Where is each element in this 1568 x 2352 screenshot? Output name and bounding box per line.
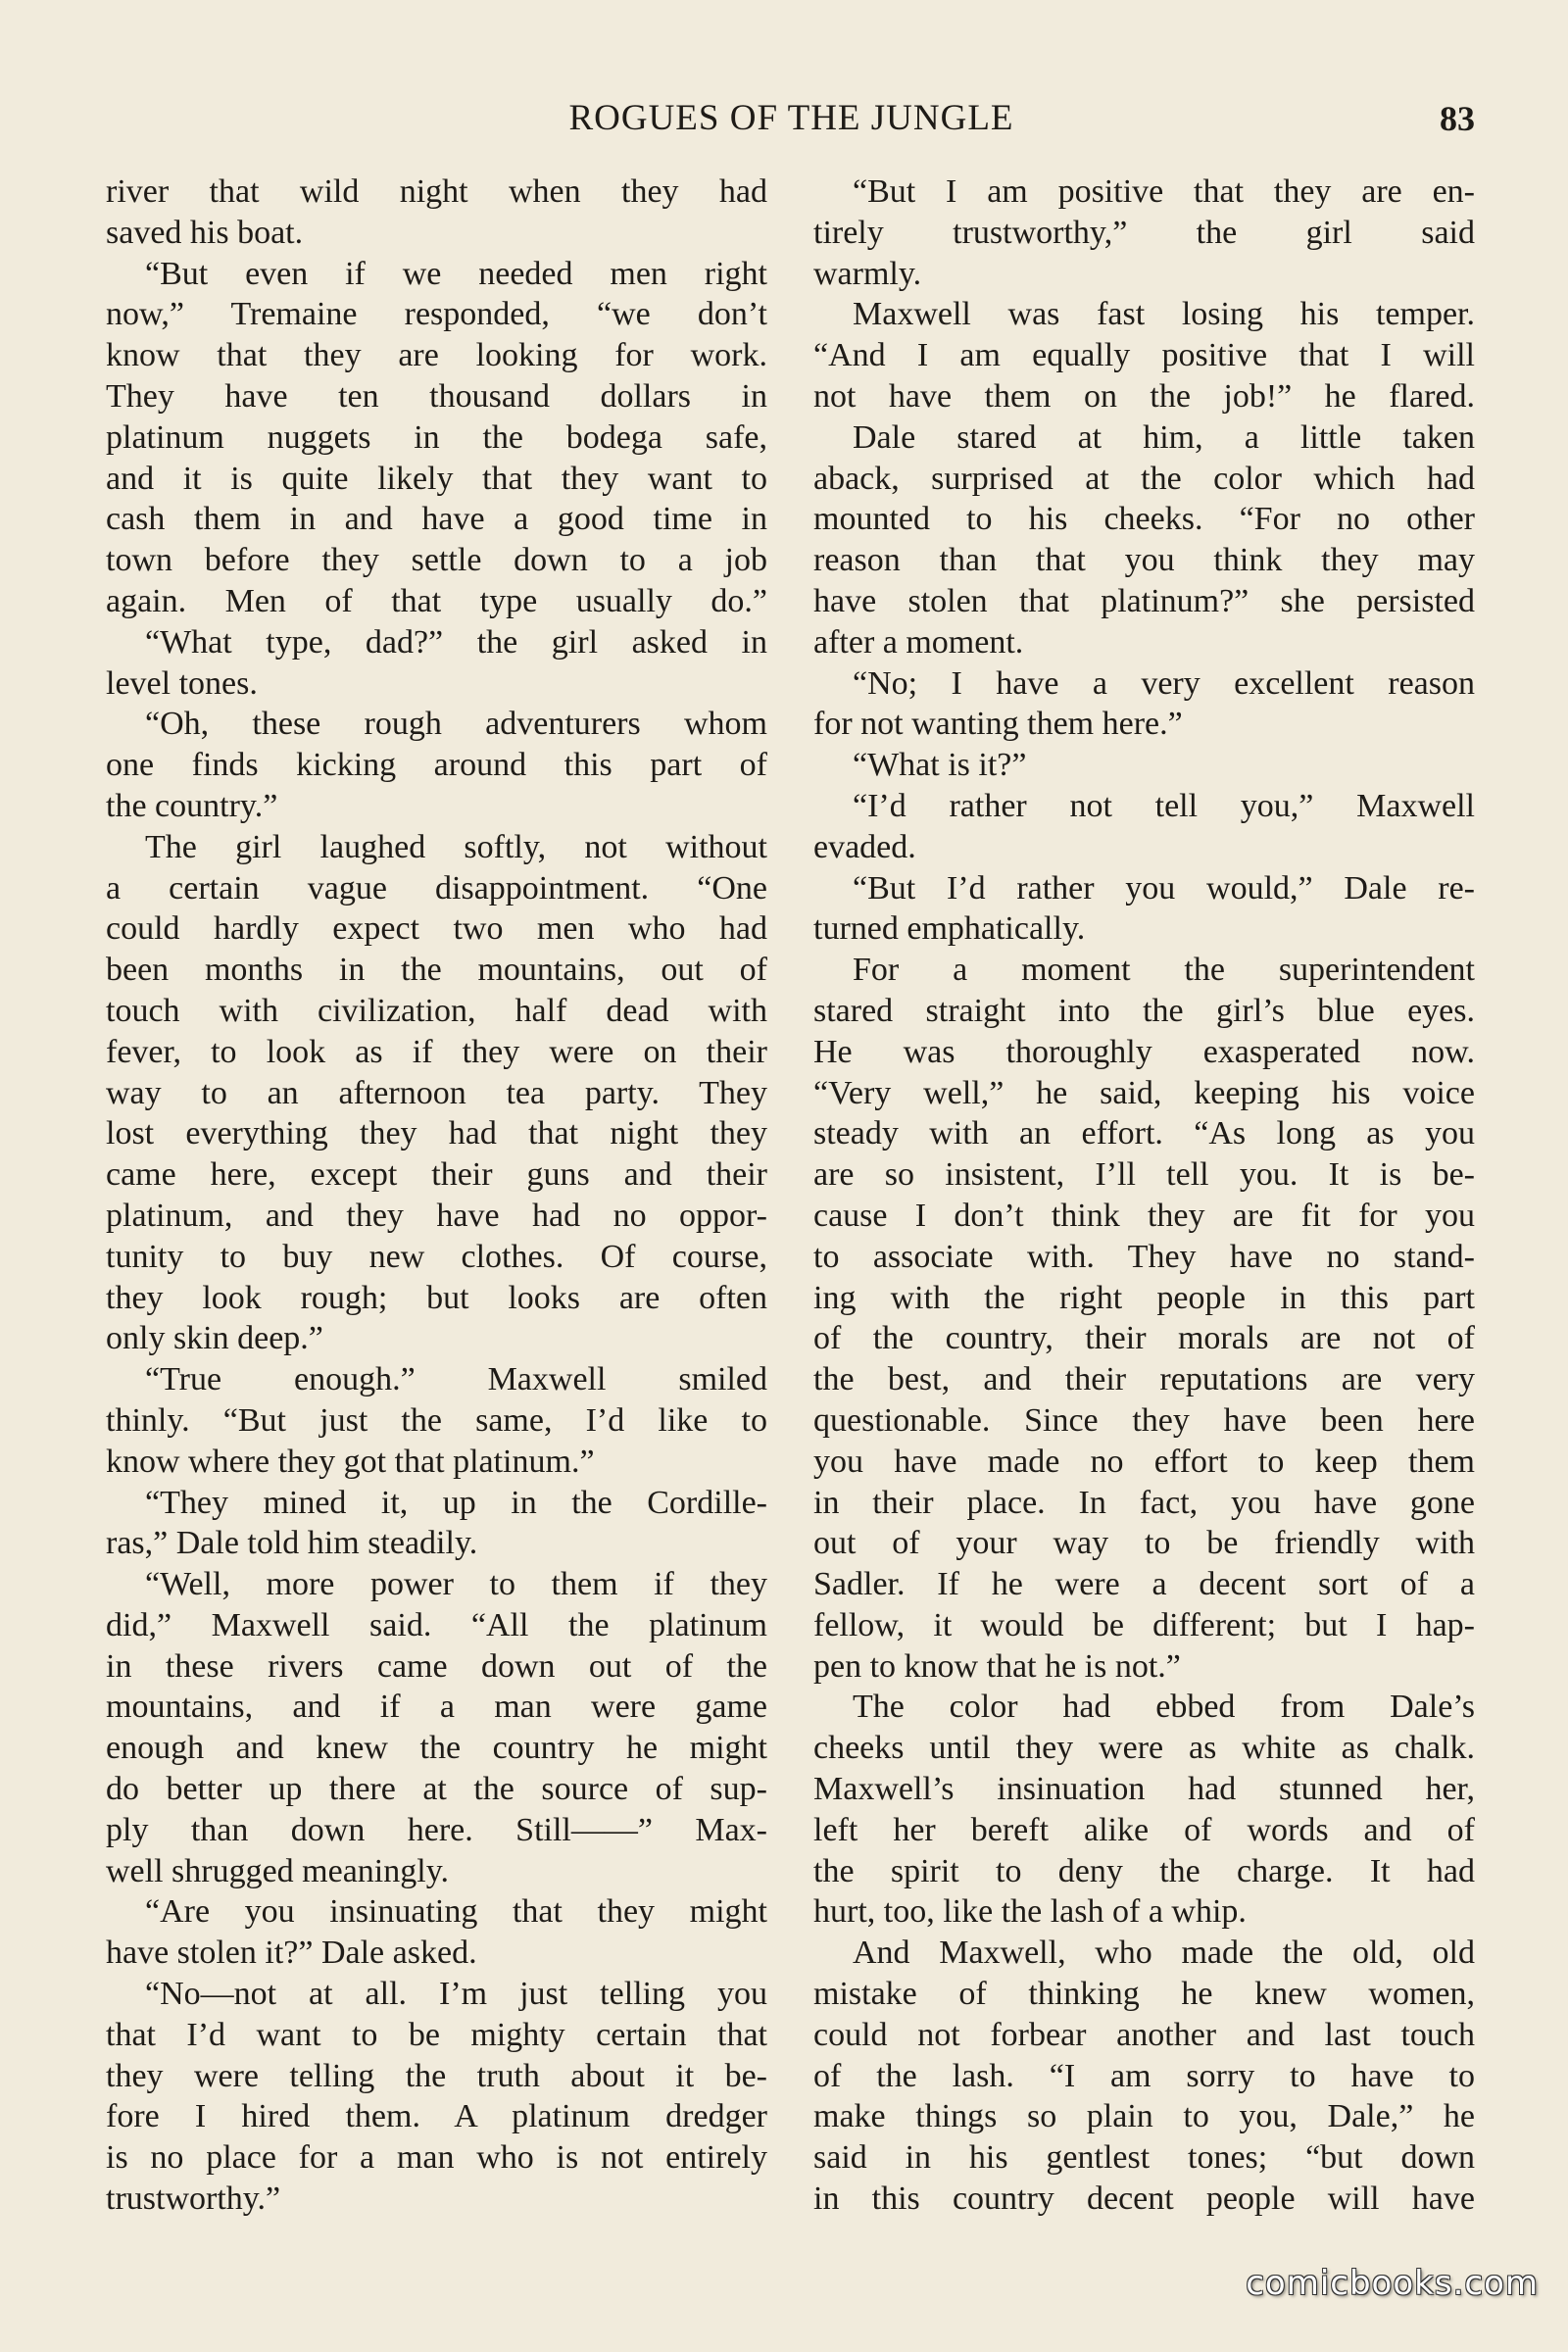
text-line: The girl laughed softly, not without: [145, 828, 767, 865]
text-line: in these rivers came down out of the: [106, 1647, 767, 1685]
text-line: in their place. In fact, you have gone: [813, 1484, 1475, 1521]
text-line: again. Men of that type usually do.”: [106, 582, 767, 619]
text-line: “And I am equally positive that I will: [813, 337, 1475, 374]
text-line: pen to know that he is not.”: [813, 1647, 1181, 1685]
text-line: The color had ebbed from Dale’s: [853, 1689, 1475, 1726]
text-line: Dale stared at him, a little taken: [853, 418, 1475, 456]
text-line: warmly.: [813, 255, 922, 292]
text-line: hurt, too, like the lash of a whip.: [813, 1893, 1247, 1931]
text-line: fellow, it would be different; but I hap-: [813, 1606, 1475, 1643]
text-column-right: [813, 172, 1475, 2220]
text-line: that I’d want to be mighty certain that: [106, 2016, 767, 2053]
text-line: cheeks until they were as white as chalk.: [813, 1730, 1475, 1767]
text-line: lost everything they had that night they: [106, 1115, 767, 1152]
text-line: “No; I have a very excellent reason: [853, 664, 1475, 702]
text-line: been months in the mountains, out of: [106, 952, 767, 989]
text-line: saved his boat.: [106, 214, 304, 251]
text-line: river that wild night when they had: [106, 173, 767, 210]
page-number: 83: [1440, 99, 1475, 138]
text-line: know that they are looking for work.: [106, 337, 767, 374]
running-title: ROGUES OF THE JUNGLE: [568, 98, 1014, 138]
text-line: thinly. “But just the same, I’d like to: [106, 1401, 767, 1439]
text-line: one finds kicking around this part of: [106, 747, 767, 784]
text-line: “But I am positive that they are en-: [853, 173, 1475, 210]
text-line: left her bereft alike of words and of: [813, 1811, 1475, 1848]
text-line: did,” Maxwell said. “All the platinum: [106, 1606, 767, 1643]
text-line: well shrugged meaningly.: [106, 1852, 449, 1889]
text-line: ing with the right people in this part: [813, 1279, 1475, 1316]
text-line: mistake of thinking he knew women,: [813, 1976, 1475, 2013]
text-line: questionable. Since they have been here: [813, 1401, 1475, 1439]
text-line: Sadler. If he were a decent sort of a: [813, 1566, 1475, 1603]
text-line: “Are you insinuating that they might: [145, 1893, 767, 1931]
text-line: for not wanting them here.”: [813, 706, 1183, 743]
text-line: stared straight into the girl’s blue eyes.: [813, 992, 1475, 1029]
text-line: “I’d rather not tell you,” Maxwell: [853, 787, 1475, 824]
text-line: “But even if we needed men right: [145, 255, 767, 292]
page-header: [108, 94, 1475, 143]
text-line: fever, to look as if they were on their: [106, 1033, 767, 1070]
text-line: do better up there at the source of sup-: [106, 1771, 767, 1808]
text-line: out of your way to be friendly with: [813, 1525, 1475, 1562]
text-line: touch with civilization, half dead with: [106, 992, 767, 1029]
text-line: make things so plain to you, Dale,” he: [813, 2098, 1475, 2135]
text-line: cash them in and have a good time in: [106, 501, 767, 538]
text-line: tunity to buy new clothes. Of course,: [106, 1238, 767, 1275]
text-line: of the country, their morals are not of: [813, 1320, 1475, 1357]
text-line: the spirit to deny the charge. It had: [813, 1852, 1475, 1889]
text-line: He was thoroughly exasperated now.: [813, 1033, 1475, 1070]
text-line: And Maxwell, who made the old, old: [853, 1935, 1475, 1972]
text-line: steady with an effort. “As long as you: [813, 1115, 1475, 1152]
text-line: have stolen that platinum?” she persisted: [813, 582, 1475, 619]
text-line: “Well, more power to them if they: [145, 1566, 767, 1603]
text-line: reason than that you think they may: [813, 542, 1475, 579]
text-line: town before they settle down to a job: [106, 542, 767, 579]
text-line: after a moment.: [813, 623, 1024, 661]
watermark: comicbooks.com: [1246, 2264, 1539, 2303]
text-line: enough and knew the country he might: [106, 1730, 767, 1767]
text-line: turned emphatically.: [813, 910, 1086, 948]
text-line: fore I hired them. A platinum dredger: [106, 2098, 767, 2135]
text-line: For a moment the superintendent: [853, 952, 1475, 989]
text-line: ply than down here. Still——” Max-: [106, 1811, 767, 1848]
text-line: know where they got that platinum.”: [106, 1443, 595, 1480]
text-line: a certain vague disappointment. “One: [106, 869, 767, 906]
text-line: aback, surprised at the color which had: [813, 460, 1475, 497]
text-column-left: [106, 172, 767, 2220]
text-line: of the lash. “I am sorry to have to: [813, 2057, 1475, 2094]
text-line: in this country decent people will have: [813, 2180, 1475, 2218]
text-line: “But I’d rather you would,” Dale re-: [853, 869, 1475, 906]
text-line: only skin deep.”: [106, 1320, 323, 1357]
text-line: said in his gentlest tones; “but down: [813, 2139, 1475, 2177]
text-line: they look rough; but looks are often: [106, 1279, 767, 1316]
text-line: evaded.: [813, 828, 916, 865]
text-line: Maxwell was fast losing his temper.: [853, 296, 1475, 333]
text-line: not have them on the job!” he flared.: [813, 377, 1475, 415]
text-line: trustworthy.”: [106, 2180, 281, 2218]
text-line: level tones.: [106, 664, 258, 702]
text-line: the best, and their reputations are very: [813, 1361, 1475, 1398]
text-line: “Very well,” he said, keeping his voice: [813, 1074, 1475, 1111]
text-line: ras,” Dale told him steadily.: [106, 1525, 478, 1562]
text-line: and it is quite likely that they want to: [106, 460, 767, 497]
text-line: Maxwell’s insinuation had stunned her,: [813, 1771, 1475, 1808]
text-line: “What is it?”: [853, 747, 1027, 784]
text-line: to associate with. They have no stand-: [813, 1238, 1475, 1275]
text-line: could hardly expect two men who had: [106, 910, 767, 948]
text-line: now,” Tremaine responded, “we don’t: [106, 296, 767, 333]
text-line: they were telling the truth about it be-: [106, 2057, 767, 2094]
text-line: “Oh, these rough adventurers whom: [145, 706, 767, 743]
text-line: mountains, and if a man were game: [106, 1689, 767, 1726]
text-line: have stolen it?” Dale asked.: [106, 1935, 477, 1972]
text-line: way to an afternoon tea party. They: [106, 1074, 767, 1111]
text-line: you have made no effort to keep them: [813, 1443, 1475, 1480]
text-line: are so insistent, I’ll tell you. It is be-: [813, 1156, 1475, 1194]
text-line: “True enough.” Maxwell smiled: [145, 1361, 767, 1398]
text-line: the country.”: [106, 787, 278, 824]
text-line: could not forbear another and last touch: [813, 2016, 1475, 2053]
text-line: platinum, and they have had no oppor-: [106, 1197, 767, 1234]
text-line: tirely trustworthy,” the girl said: [813, 214, 1475, 251]
text-line: “They mined it, up in the Cordille-: [145, 1484, 767, 1521]
text-line: cause I don’t think they are fit for you: [813, 1197, 1475, 1234]
text-line: is no place for a man who is not entirely: [106, 2139, 767, 2177]
text-line: “What type, dad?” the girl asked in: [145, 623, 767, 661]
text-line: came here, except their guns and their: [106, 1156, 767, 1194]
text-line: “No—not at all. I’m just telling you: [145, 1976, 767, 2013]
text-line: They have ten thousand dollars in: [106, 377, 767, 415]
text-line: mounted to his cheeks. “For no other: [813, 501, 1475, 538]
text-line: platinum nuggets in the bodega safe,: [106, 418, 767, 456]
